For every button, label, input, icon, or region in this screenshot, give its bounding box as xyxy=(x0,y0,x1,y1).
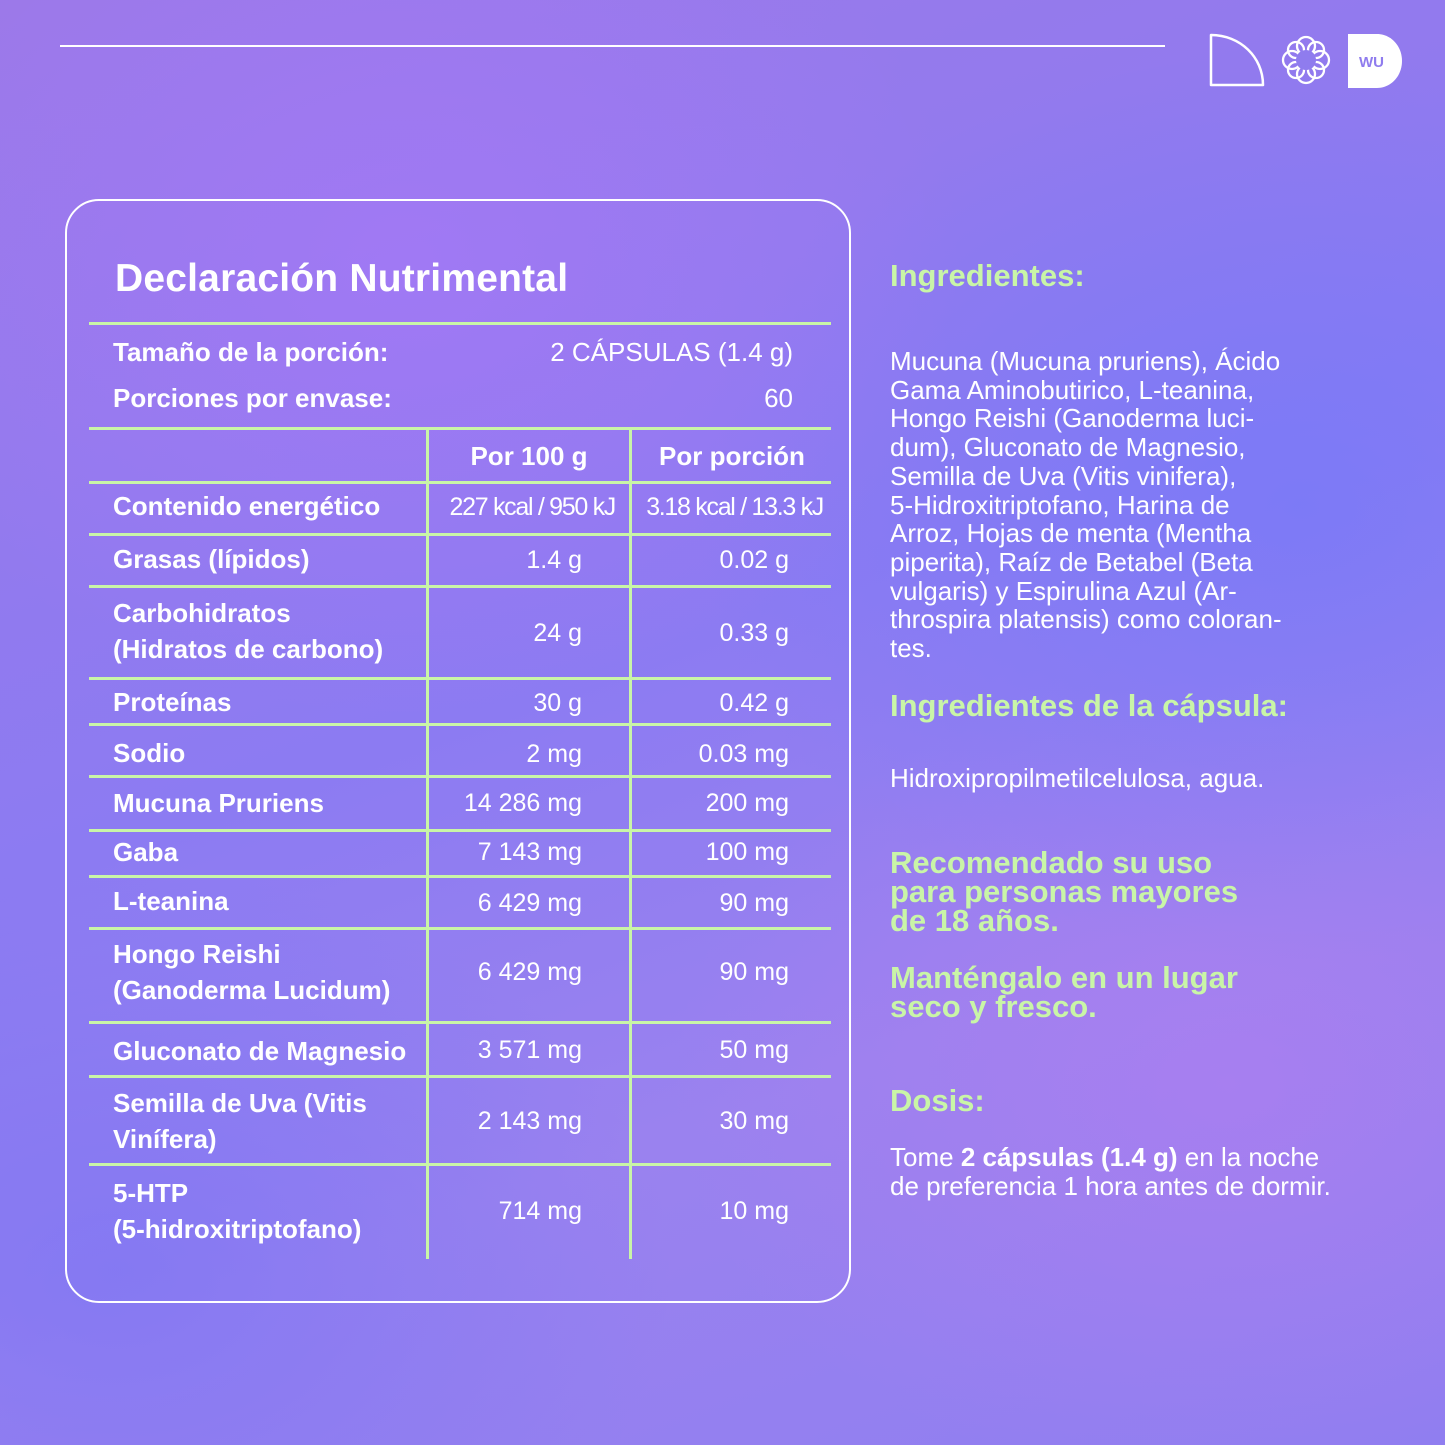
divider xyxy=(89,427,831,430)
divider xyxy=(89,875,831,878)
value-per100: 6 429 mg xyxy=(477,958,582,986)
ingredients-line: vulgaris) y Espirulina Azul (Ar- xyxy=(890,575,1237,606)
ingredients-line: 5-Hidroxitriptofano, Harina de xyxy=(890,489,1230,520)
value-perserving: 200 mg xyxy=(705,789,789,817)
servings-value: 60 xyxy=(764,383,793,413)
divider xyxy=(89,723,831,726)
column-divider xyxy=(426,429,429,1259)
divider xyxy=(89,1075,831,1078)
value-perserving: 90 mg xyxy=(719,889,789,917)
serving-size-label: Tamaño de la porción: xyxy=(113,337,389,367)
age-note-line: Recomendado su uso xyxy=(890,845,1213,880)
nutrient-name: Semilla de Uva (Vitis xyxy=(113,1088,367,1118)
age-note-line: de 18 años. xyxy=(890,903,1059,938)
ingredients-text xyxy=(890,347,1410,663)
value-perserving: 90 mg xyxy=(719,958,789,986)
age-note xyxy=(890,845,1410,938)
storage-note-line: Manténgalo en un lugar xyxy=(890,960,1238,995)
divider xyxy=(89,533,831,536)
serving-size-value: 2 CÁPSULAS (1.4 g) xyxy=(550,337,793,367)
nutrient-name: Carbohidratos xyxy=(113,598,291,628)
divider xyxy=(89,585,831,588)
ingredients-line: throspira platensis) como coloran- xyxy=(890,604,1282,635)
panel-title: Declaración Nutrimental xyxy=(115,257,569,300)
age-note-line: para personas mayores xyxy=(890,874,1239,909)
storage-note xyxy=(890,960,1410,1024)
ingredients-line: Mucuna (Mucuna pruriens), Ácido xyxy=(890,346,1281,376)
value-perserving: 50 mg xyxy=(719,1036,789,1064)
value-per100: 6 429 mg xyxy=(477,889,582,917)
value-per100: 714 mg xyxy=(498,1197,582,1225)
value-per100: 2 mg xyxy=(526,740,582,768)
nutrient-name: Grasas (lípidos) xyxy=(113,544,310,574)
capsule-text: Hidroxipropilmetilcelulosa, agua. xyxy=(890,763,1265,793)
wu-logo-icon xyxy=(1348,34,1404,88)
ingredients-line: Gama Aminobutirico, L-teanina, xyxy=(890,374,1255,405)
value-perserving: 0.02 g xyxy=(719,546,789,574)
value-per100: 24 g xyxy=(533,619,582,647)
dose-amount: 2 cápsulas (1.4 g) xyxy=(960,1142,1178,1172)
header-per100: Por 100 g xyxy=(470,441,588,471)
ingredients-line: tes. xyxy=(890,633,932,664)
value-perserving: 10 mg xyxy=(719,1197,789,1225)
dose-text-post: en la noche xyxy=(1177,1142,1320,1172)
value-perserving: 30 mg xyxy=(719,1107,789,1135)
value-perserving: 100 mg xyxy=(705,838,789,866)
value-perserving: 0.33 g xyxy=(719,619,789,647)
servings-label: Porciones por envase: xyxy=(113,383,392,413)
value-per100: 3 571 mg xyxy=(477,1036,582,1064)
nutrient-name: Hongo Reishi xyxy=(113,939,281,969)
dose-text-pre: Tome xyxy=(890,1142,961,1172)
divider xyxy=(89,322,831,325)
top-divider xyxy=(60,45,1165,47)
nutrient-name-line2: (5-hidroxitriptofano) xyxy=(113,1214,362,1244)
ingredients-line: dum), Gluconato de Magnesio, xyxy=(890,432,1246,463)
divider xyxy=(89,829,831,832)
ingredients-section xyxy=(890,258,1410,663)
value-per100: 1.4 g xyxy=(526,546,582,574)
ingredients-heading: Ingredientes: xyxy=(890,258,1085,293)
header-perserving: Por porción xyxy=(659,441,805,471)
nutrient-name-line2: (Hidratos de carbono) xyxy=(113,634,384,664)
dose-text-line2: de preferencia 1 hora antes de dormir. xyxy=(890,1170,1331,1201)
value-perserving: 0.03 mg xyxy=(698,740,789,768)
capsule-heading: Ingredientes de la cápsula: xyxy=(890,688,1288,723)
divider xyxy=(89,1163,831,1166)
dose-section xyxy=(890,1083,1420,1200)
divider xyxy=(89,927,831,930)
divider xyxy=(89,677,831,680)
svg-text:WU: WU xyxy=(1359,54,1384,71)
ingredients-line: Arroz, Hojas de menta (Mentha xyxy=(890,518,1252,549)
value-per100: 30 g xyxy=(533,689,582,717)
nutrient-name: Mucuna Pruriens xyxy=(113,788,324,818)
nutrient-name: Sodio xyxy=(113,738,186,768)
nutrient-name: L-teanina xyxy=(113,886,229,916)
value-per100: 2 143 mg xyxy=(477,1107,582,1135)
value-per100: 14 286 mg xyxy=(463,789,582,817)
nutrient-name-line2: (Ganoderma Lucidum) xyxy=(113,975,391,1005)
nutrient-name: Contenido energético xyxy=(113,491,381,521)
ingredients-line: Hongo Reishi (Ganoderma luci- xyxy=(890,403,1255,434)
nutrition-panel xyxy=(65,199,851,1303)
dose-text xyxy=(890,1143,1420,1172)
nutrient-name-line2: Vinífera) xyxy=(113,1124,217,1154)
flower-icon xyxy=(1280,34,1332,86)
nutrient-name: Gluconato de Magnesio xyxy=(113,1036,407,1066)
value-per100: 227 kcal / 950 kJ xyxy=(449,493,615,521)
nutrient-name: Gaba xyxy=(113,837,179,867)
column-divider xyxy=(629,429,632,1259)
value-per100: 7 143 mg xyxy=(477,838,582,866)
ingredients-line: piperita), Raíz de Betabel (Beta xyxy=(890,546,1253,577)
value-perserving: 3.18 kcal / 13.3 kJ xyxy=(646,493,823,521)
divider xyxy=(89,481,831,484)
capsule-section xyxy=(890,688,1410,793)
divider xyxy=(89,1021,831,1024)
quarter-circle-icon xyxy=(1208,32,1266,88)
dose-heading: Dosis: xyxy=(890,1083,985,1118)
nutrient-name: 5-HTP xyxy=(113,1178,189,1208)
value-perserving: 0.42 g xyxy=(719,689,789,717)
ingredients-line: Semilla de Uva (Vitis vinifera), xyxy=(890,460,1237,491)
divider xyxy=(89,775,831,778)
nutrient-name: Proteínas xyxy=(113,687,232,717)
storage-note-line: seco y fresco. xyxy=(890,989,1097,1024)
